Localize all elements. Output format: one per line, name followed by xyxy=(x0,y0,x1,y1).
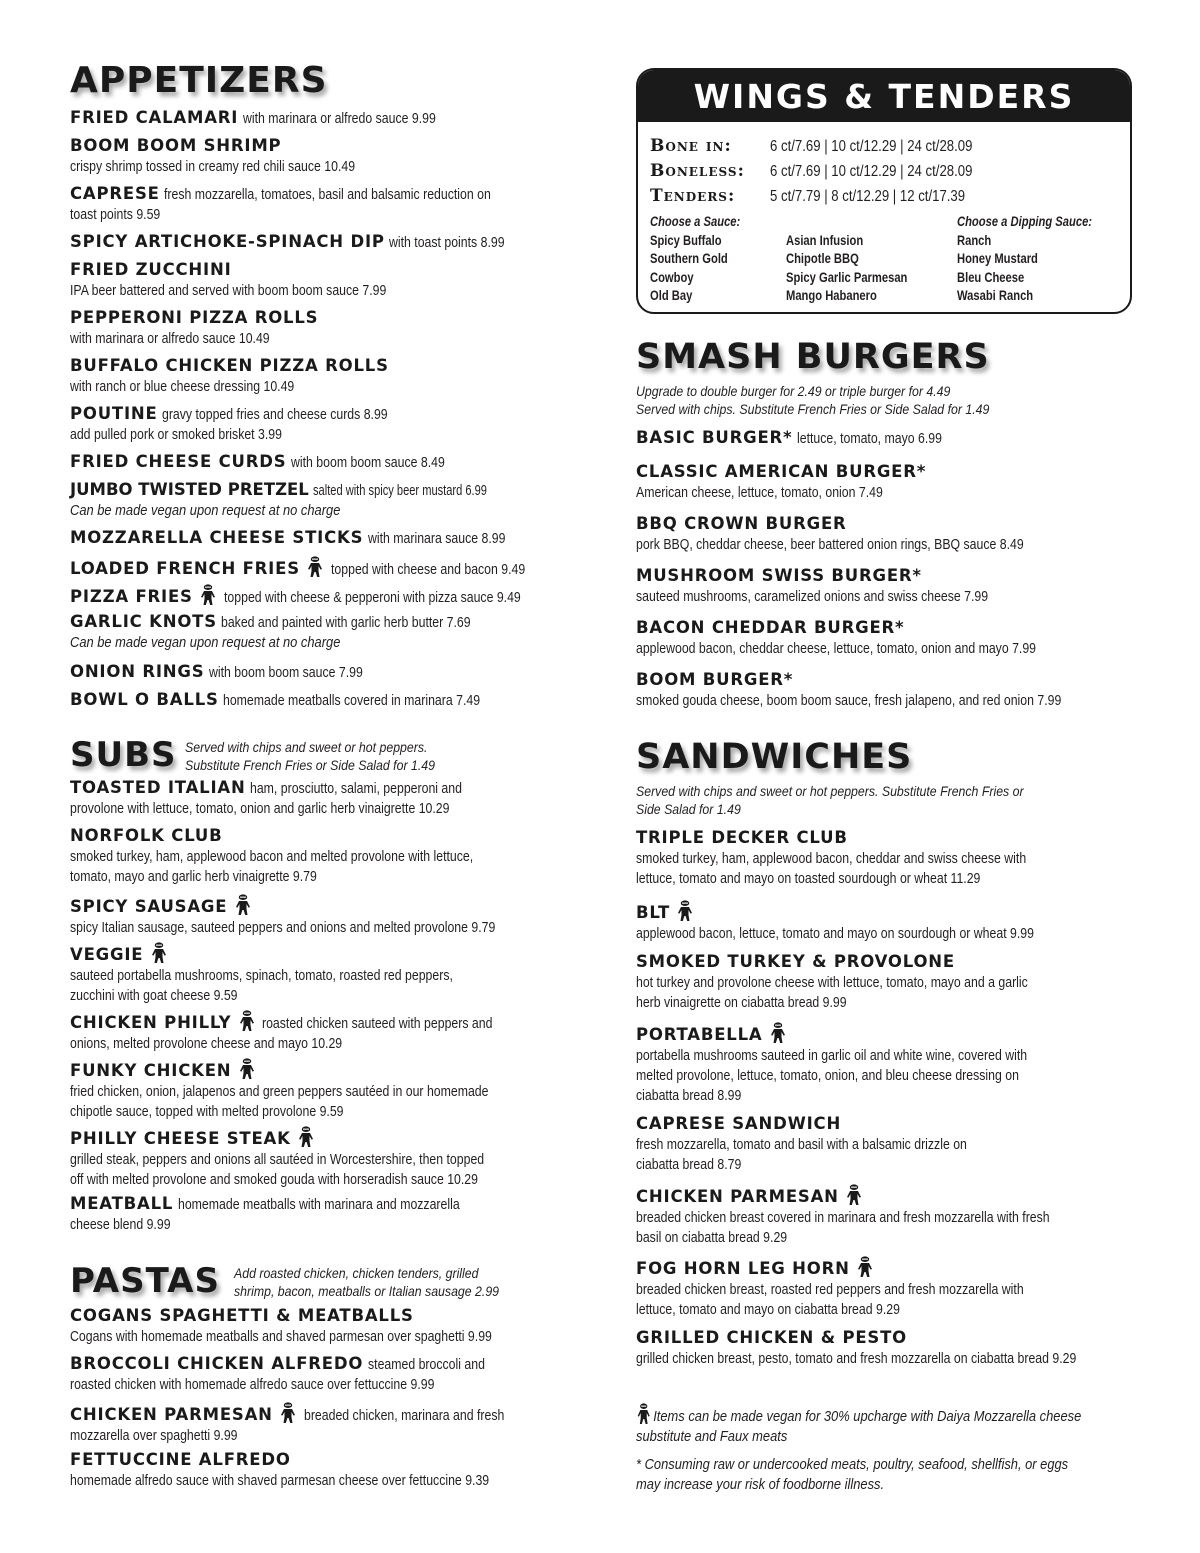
item-name: FRIED ZUCCHINI xyxy=(70,260,232,279)
section-subs xyxy=(70,736,590,774)
item-desc: spicy Italian sausage, sauteed peppers and onions and melted provolone 9.79 xyxy=(70,919,496,936)
menu-item xyxy=(70,942,590,1006)
item-name: PIZZA FRIES xyxy=(70,587,193,606)
item-desc: roasted chicken sauteed with peppers and xyxy=(262,1015,493,1032)
item-desc: sauteed portabella mushrooms, spinach, tomato, roasted red peppers, xyxy=(70,967,453,984)
menu-item xyxy=(636,1114,1136,1175)
item-name: FUNKY CHICKEN xyxy=(70,1061,232,1080)
wings-price-row xyxy=(650,186,1000,206)
item-desc: with marinara or alfredo sauce 9.99 xyxy=(242,110,436,127)
section-note: Add roasted chicken, chicken tenders, grilled xyxy=(233,1265,479,1281)
dipping-option: Ranch xyxy=(957,231,992,248)
item-desc-cont: toast points 9.59 xyxy=(70,206,161,223)
item-desc-cont: herb vinaigrette on ciabatta bread 9.99 xyxy=(636,994,847,1011)
sauce-option: Chipotle BBQ xyxy=(786,250,859,266)
item-desc: smoked turkey, ham, applewood bacon, cheddar and swiss cheese with xyxy=(636,850,1027,867)
menu-item xyxy=(70,1194,590,1235)
menu-item xyxy=(70,136,590,177)
item-name: BBQ CROWN BURGER xyxy=(636,514,847,533)
item-desc-cont: onions, melted provolone cheese and mayo 10.29 xyxy=(70,1035,343,1052)
item-name: NORFOLK CLUB xyxy=(70,826,223,845)
section-note: Substitute French Fries or Side Salad for 1.49 xyxy=(184,757,435,773)
item-desc: topped with cheese and bacon 9.49 xyxy=(330,561,526,578)
vegan-figure-icon xyxy=(306,556,324,578)
item-name: BACON CHEDDAR BURGER* xyxy=(636,618,905,637)
item-name: CAPRESE xyxy=(70,184,160,203)
item-name: POUTINE xyxy=(70,404,158,423)
vegan-figure-icon xyxy=(676,900,694,922)
item-desc-cont: basil on ciabatta bread 9.29 xyxy=(636,1229,788,1246)
vegan-figure-icon xyxy=(279,1402,297,1424)
vegan-figure-icon xyxy=(297,1126,315,1148)
menu-item xyxy=(70,260,590,301)
item-name: MEATBALL xyxy=(70,1194,174,1213)
item-desc: pork BBQ, cheddar cheese, beer battered onion rings, BBQ sauce 8.49 xyxy=(636,536,1024,553)
menu-item xyxy=(70,232,590,253)
menu-item xyxy=(636,1256,1136,1320)
sauce-option: Old Bay xyxy=(650,287,693,303)
item-name: SMOKED TURKEY & PROVOLONE xyxy=(636,952,955,971)
item-name: BLT xyxy=(636,903,671,922)
dipping-option: Honey Mustard xyxy=(957,250,1038,266)
sauce-option: Spicy Garlic Parmesan xyxy=(786,268,908,285)
item-name: SPICY SAUSAGE xyxy=(70,897,228,916)
vegan-request-note: Can be made vegan upon request at no charge xyxy=(70,502,341,519)
item-name: MOZZARELLA CHEESE STICKS xyxy=(70,528,364,547)
menu-item xyxy=(70,1354,590,1395)
item-name: LOADED FRENCH FRIES xyxy=(70,559,300,578)
item-desc: breaded chicken breast, roasted red peppers and fresh mozzarella with xyxy=(636,1281,1024,1298)
wings-header xyxy=(638,70,1130,122)
item-desc: gravy topped fries and cheese curds 8.99 xyxy=(162,406,388,423)
item-name: MUSHROOM SWISS BURGER* xyxy=(636,566,922,585)
menu-item xyxy=(70,556,590,580)
item-name: ONION RINGS xyxy=(70,662,205,681)
item-name: JUMBO TWISTED PRETZEL xyxy=(70,480,309,499)
item-desc: fried chicken, onion, jalapenos and green peppers sautéed in our homemade xyxy=(70,1083,489,1100)
item-name: COGANS SPAGHETTI & MEATBALLS xyxy=(70,1306,414,1325)
wings-tenders-box xyxy=(636,68,1132,314)
menu-item xyxy=(70,1058,590,1122)
item-desc: ham, prosciutto, salami, pepperoni and xyxy=(250,780,462,797)
item-desc: fresh mozzarella, tomato and basil with a balsamic drizzle on xyxy=(636,1136,967,1153)
item-desc-cont: zucchini with goat cheese 9.59 xyxy=(70,987,238,1004)
menu-item xyxy=(70,584,590,608)
item-name: BOOM BOOM SHRIMP xyxy=(70,136,282,155)
item-desc-cont: off with melted provolone and smoked gouda with horseradish sauce 10.29 xyxy=(70,1171,478,1188)
item-name: CHICKEN PARMESAN xyxy=(70,1405,273,1424)
section-pastas xyxy=(70,1262,590,1300)
item-name: BASIC BURGER* xyxy=(636,428,793,447)
section-title: SANDWICHES xyxy=(636,737,913,777)
wings-row-prices: 6 ct/7.69 | 10 ct/12.29 | 24 ct/28.09 xyxy=(770,138,973,155)
item-name: GRILLED CHICKEN & PESTO xyxy=(636,1328,907,1347)
item-name: TOASTED ITALIAN xyxy=(70,778,246,797)
item-desc: smoked turkey, ham, applewood bacon and melted provolone with lettuce, xyxy=(70,848,474,865)
vegan-request-note: Can be made vegan upon request at no charge xyxy=(70,634,341,651)
section-note: Side Salad for 1.49 xyxy=(636,801,741,817)
sauce-heading: Choose a Sauce: xyxy=(650,213,741,229)
section-title: SUBS xyxy=(70,735,177,775)
vegan-figure-icon xyxy=(199,584,217,606)
section-note: Upgrade to double burger for 2.49 or triple burger for 4.49 xyxy=(636,383,951,399)
item-desc: IPA beer battered and served with boom boom sauce 7.99 xyxy=(70,282,387,299)
sauce-option: Southern Gold xyxy=(650,250,728,266)
menu-item xyxy=(636,828,1136,889)
menu-item xyxy=(70,662,590,683)
vegan-figure-icon xyxy=(845,1184,863,1206)
menu-item xyxy=(636,1328,1136,1369)
wings-row-label: Tenders: xyxy=(650,186,736,206)
item-desc-cont: roasted chicken with homemade alfredo sauce over fettuccine 9.99 xyxy=(70,1376,435,1393)
dipping-sauce-list xyxy=(957,212,1092,305)
item-name: GARLIC KNOTS xyxy=(70,612,217,631)
menu-item xyxy=(70,452,590,473)
menu-item xyxy=(70,826,590,887)
item-desc: breaded chicken breast covered in marinara and fresh mozzarella with fresh xyxy=(636,1209,1050,1226)
item-desc: with ranch or blue cheese dressing 10.49 xyxy=(70,378,295,395)
item-name: BROCCOLI CHICKEN ALFREDO xyxy=(70,1354,364,1373)
item-name: VEGGIE xyxy=(70,945,144,964)
item-name: FOG HORN LEG HORN xyxy=(636,1259,850,1278)
item-name: FRIED CHEESE CURDS xyxy=(70,452,287,471)
item-desc: American cheese, lettuce, tomato, onion 7.49 xyxy=(636,484,883,501)
menu-item xyxy=(70,1450,590,1491)
section-title: WINGS & TENDERS xyxy=(693,76,1075,116)
menu-item xyxy=(636,670,1136,711)
wings-row-prices: 5 ct/7.79 | 8 ct/12.29 | 12 ct/17.39 xyxy=(770,188,966,205)
item-desc-cont: cheese blend 9.99 xyxy=(70,1216,171,1233)
item-desc-cont: lettuce, tomato and mayo on toasted sourdough or wheat 11.29 xyxy=(636,870,981,887)
menu-item xyxy=(70,480,590,521)
sauce-option: Asian Infusion xyxy=(786,231,864,248)
item-desc: lettuce, tomato, mayo 6.99 xyxy=(796,430,942,447)
vegan-figure-icon xyxy=(238,1010,256,1032)
vegan-footnote-text: Items can be made vegan for 30% upcharge with Daiya Mozzarella cheese xyxy=(653,1408,1082,1425)
section-appetizers xyxy=(70,62,590,100)
vegan-footnote-cont: substitute and Faux meats xyxy=(636,1428,788,1445)
wings-price-row xyxy=(650,161,1008,181)
item-name: BUFFALO CHICKEN PIZZA ROLLS xyxy=(70,356,389,375)
menu-item xyxy=(636,952,1136,1013)
vegan-figure-icon xyxy=(234,894,252,916)
vegan-figure-icon xyxy=(150,942,168,964)
item-desc-cont: lettuce, tomato and mayo on ciabatta bread 9.29 xyxy=(636,1301,900,1318)
item-name: TRIPLE DECKER CLUB xyxy=(636,828,848,847)
item-desc: applewood bacon, cheddar cheese, lettuce, tomato, onion and mayo 7.99 xyxy=(636,640,1037,657)
item-desc-cont: provolone with lettuce, tomato, onion and garlic herb vinaigrette 10.29 xyxy=(70,800,450,817)
section-title: PASTAS xyxy=(70,1261,220,1301)
menu-item xyxy=(70,184,590,225)
wings-row-prices: 6 ct/7.69 | 10 ct/12.29 | 24 ct/28.09 xyxy=(770,163,973,180)
item-desc: topped with cheese & pepperoni with pizza sauce 9.49 xyxy=(223,589,521,606)
wings-row-label: Bone in: xyxy=(650,136,732,156)
item-desc-cont: melted provolone, lettuce, tomato, onion, and bleu cheese dressing on xyxy=(636,1067,1019,1084)
item-name: PHILLY CHEESE STEAK xyxy=(70,1129,291,1148)
menu-item xyxy=(636,428,1136,449)
menu-item xyxy=(70,108,590,129)
item-desc: salted with spicy beer mustard 6.99 xyxy=(313,482,488,499)
menu-item xyxy=(636,618,1136,659)
item-desc-cont: ciabatta bread 8.99 xyxy=(636,1087,742,1104)
menu-item xyxy=(636,566,1136,607)
sauce-list xyxy=(786,231,907,305)
item-name: SPICY ARTICHOKE-SPINACH DIP xyxy=(70,232,385,251)
wings-price-row xyxy=(650,136,1008,156)
menu-item xyxy=(636,1022,1136,1106)
item-desc-cont: add pulled pork or smoked brisket 3.99 xyxy=(70,426,282,443)
item-desc: with boom boom sauce 8.49 xyxy=(290,454,445,471)
dipping-option: Wasabi Ranch xyxy=(957,287,1034,303)
vegan-footnote xyxy=(636,1403,1082,1427)
item-desc: smoked gouda cheese, boom boom sauce, fresh jalapeno, and red onion 7.99 xyxy=(636,692,1062,709)
item-desc: homemade meatballs covered in marinara 7.49 xyxy=(223,692,481,709)
dipping-heading: Choose a Dipping Sauce: xyxy=(957,213,1093,229)
menu-item xyxy=(70,894,590,938)
vegan-figure-icon xyxy=(636,1403,651,1425)
menu-item xyxy=(70,356,590,397)
item-name: FETTUCCINE ALFREDO xyxy=(70,1450,291,1469)
menu-item xyxy=(70,612,590,653)
item-desc-cont: chipotle sauce, topped with melted provolone 9.59 xyxy=(70,1103,344,1120)
item-name: FRIED CALAMARI xyxy=(70,108,239,127)
item-desc-cont: tomato, mayo and garlic herb vinaigrette 9.79 xyxy=(70,868,317,885)
menu-item xyxy=(636,900,1136,944)
item-desc: crispy shrimp tossed in creamy red chili sauce 10.49 xyxy=(70,158,356,175)
item-desc: homemade alfredo sauce with shaved parmesan cheese over fettuccine 9.39 xyxy=(70,1472,490,1489)
item-desc-cont: mozzarella over spaghetti 9.99 xyxy=(70,1427,238,1444)
item-desc: applewood bacon, lettuce, tomato and mayo on sourdough or wheat 9.99 xyxy=(636,925,1034,942)
item-name: CLASSIC AMERICAN BURGER* xyxy=(636,462,927,481)
item-desc: with marinara or alfredo sauce 10.49 xyxy=(70,330,270,347)
section-note: Served with chips and sweet or hot peppers. xyxy=(184,739,427,755)
menu-item xyxy=(70,1306,590,1347)
item-desc: fresh mozzarella, tomatoes, basil and balsamic reduction on xyxy=(164,186,491,203)
menu-item xyxy=(70,528,590,549)
item-name: CHICKEN PARMESAN xyxy=(636,1187,839,1206)
raw-food-warning-cont: may increase your risk of foodborne illness. xyxy=(636,1476,885,1493)
sauce-option: Cowboy xyxy=(650,268,694,285)
item-desc: portabella mushrooms sauteed in garlic oil and white wine, covered with xyxy=(636,1047,1028,1064)
vegan-figure-icon xyxy=(769,1022,787,1044)
menu-item xyxy=(70,1126,590,1190)
section-title: SMASH BURGERS xyxy=(636,337,990,377)
sauce-list xyxy=(650,212,740,305)
item-name: BOOM BURGER* xyxy=(636,670,794,689)
menu-item xyxy=(70,1402,590,1446)
item-name: BOWL O BALLS xyxy=(70,690,219,709)
menu-item xyxy=(636,1184,1136,1248)
wings-row-label: Boneless: xyxy=(650,161,745,181)
vegan-figure-icon xyxy=(238,1058,256,1080)
item-name: PEPPERONI PIZZA ROLLS xyxy=(70,308,319,327)
item-desc: with boom boom sauce 7.99 xyxy=(208,664,363,681)
dipping-option: Bleu Cheese xyxy=(957,268,1025,285)
item-desc: breaded chicken, marinara and fresh xyxy=(303,1407,505,1424)
item-desc: with toast points 8.99 xyxy=(389,234,505,251)
menu-item xyxy=(70,404,590,445)
sauce-option: Mango Habanero xyxy=(786,287,877,303)
item-desc: baked and painted with garlic herb butter 7.69 xyxy=(221,614,471,631)
item-name: CAPRESE SANDWICH xyxy=(636,1114,842,1133)
item-desc: grilled steak, peppers and onions all sautéed in Worcestershire, then topped xyxy=(70,1151,485,1168)
item-desc: grilled chicken breast, pesto, tomato and fresh mozzarella on ciabatta bread 9.29 xyxy=(636,1350,1077,1367)
menu-item xyxy=(70,778,590,819)
item-desc: homemade meatballs with marinara and mozzarella xyxy=(177,1196,460,1213)
menu-item xyxy=(636,514,1136,555)
menu-item xyxy=(70,308,590,349)
section-sandwiches xyxy=(636,738,1136,818)
menu-item xyxy=(70,1010,590,1054)
section-title: APPETIZERS xyxy=(70,60,328,101)
item-name: PORTABELLA xyxy=(636,1025,763,1044)
footnotes xyxy=(636,1403,1136,1495)
section-note: shrimp, bacon, meatballs or Italian sausage 2.99 xyxy=(233,1283,499,1299)
item-desc: steamed broccoli and xyxy=(367,1356,485,1373)
item-desc-cont: ciabatta bread 8.79 xyxy=(636,1156,742,1173)
item-desc: Cogans with homemade meatballs and shaved parmesan over spaghetti 9.99 xyxy=(70,1328,492,1345)
vegan-figure-icon xyxy=(856,1256,874,1278)
raw-food-warning: * Consuming raw or undercooked meats, poultry, seafood, shellfish, or eggs xyxy=(636,1456,1069,1473)
item-desc: with marinara sauce 8.99 xyxy=(367,530,506,547)
section-note: Served with chips and sweet or hot peppers. Substitute French Fries or xyxy=(636,783,1024,799)
item-name: CHICKEN PHILLY xyxy=(70,1013,232,1032)
item-desc: hot turkey and provolone cheese with lettuce, tomato, mayo and a garlic xyxy=(636,974,1028,991)
menu-item xyxy=(70,690,590,711)
section-note: Served with chips. Substitute French Fries or Side Salad for 1.49 xyxy=(636,401,990,417)
menu-item xyxy=(636,462,1136,503)
sauce-option: Spicy Buffalo xyxy=(650,231,722,248)
section-burgers xyxy=(636,338,1136,418)
item-desc: sauteed mushrooms, caramelized onions and swiss cheese 7.99 xyxy=(636,588,989,605)
